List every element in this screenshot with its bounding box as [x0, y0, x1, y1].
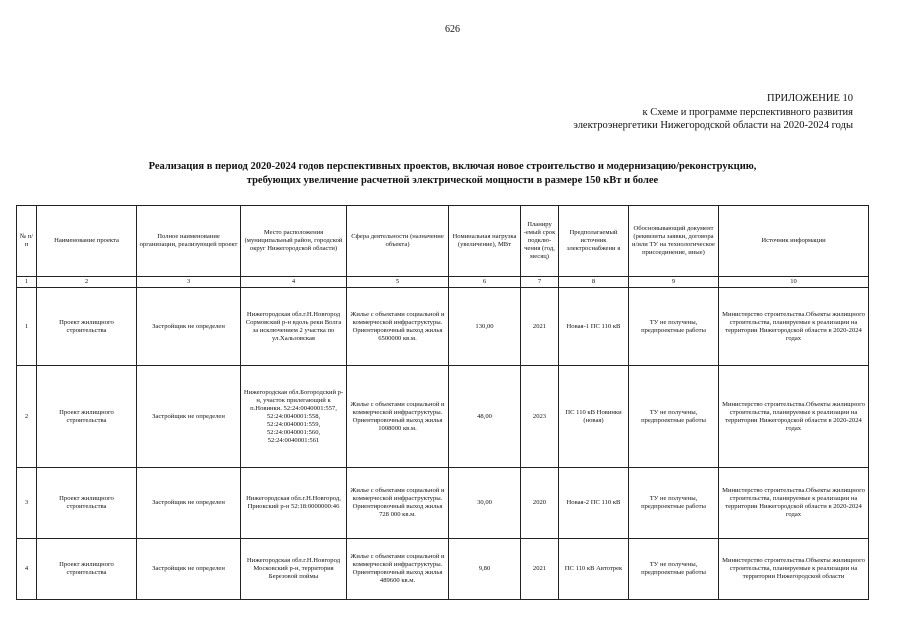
column-header: Планиру -емый срок подклю- чения (год, месяц) [521, 206, 559, 277]
column-header: Сфера деятельности (назначение объекта) [347, 206, 449, 277]
info-cell: Министерство строительства.Объекты жилищного строительства, планируемые к реализации на территории Нижегородской области в 2020-2024 годах [719, 366, 869, 468]
appendix-line: к Схеме и программе перспективного развития [642, 106, 853, 118]
row-number-cell: 3 [17, 468, 37, 539]
location-cell: Нижегородская обл.г.Н.Новгород Московский р-н, территория Березовой поймы [241, 539, 347, 600]
appendix-header [573, 92, 853, 133]
column-number: 4 [241, 277, 347, 288]
source-cell: ПС 110 кВ Автотрек [559, 539, 629, 600]
document-cell: ТУ не получены, предпроектные работы [629, 366, 719, 468]
column-number: 5 [347, 277, 449, 288]
organization-cell: Застройщик не определен [137, 539, 241, 600]
info-cell: Министерство строительства.Объекты жилищного строительства, планируемые к реализации на территории Нижегородской области [719, 539, 869, 600]
column-header: Полное наименование организации, реализующей проект [137, 206, 241, 277]
info-cell: Министерство строительства.Объекты жилищного строительства, планируемые к реализации на территории Нижегородской области в 2020-2024 годах [719, 468, 869, 539]
column-header: Место расположения (муниципальный район, городской округ Нижегородской области) [241, 206, 347, 277]
appendix-line: электроэнергетики Нижегородской области на 2020-2024 годы [573, 120, 853, 131]
location-cell: Нижегородская обл.г.Н.Новгород, Приокский р-н 52:18:0000000:46 [241, 468, 347, 539]
column-header: Предполагаемый источник электроснабжени я [559, 206, 629, 277]
row-number-cell: 2 [17, 366, 37, 468]
location-cell: Нижегородская обл.Богородский р-н, участок прилегающий к п.Новинки. 52:24:0040001:557, 52:24:0040001:558, 52:24:0040001:559, 52:24:0040001:560, 52:24:0040001:561 [241, 366, 347, 468]
project-cell: Проект жилищного строительства [37, 288, 137, 366]
purpose-cell: Жилье с объектами социальной и коммерческой инфраструктуры. Ориентировочный выход жилья 489600 кв.м. [347, 539, 449, 600]
organization-cell: Застройщик не определен [137, 468, 241, 539]
organization-cell: Застройщик не определен [137, 366, 241, 468]
column-number: 2 [37, 277, 137, 288]
purpose-cell: Жилье с объектами социальной и коммерческой инфраструктуры. Ориентировочный выход жилья 728 000 кв.м. [347, 468, 449, 539]
column-header: Источник информации [719, 206, 869, 277]
appendix-title: ПРИЛОЖЕНИЕ 10 [767, 93, 853, 104]
document-cell: ТУ не получены, предпроектные работы [629, 468, 719, 539]
project-cell: Проект жилищного строительства [37, 539, 137, 600]
table-row [17, 366, 869, 468]
column-number: 8 [559, 277, 629, 288]
column-number: 1 [17, 277, 37, 288]
column-number-row [17, 277, 869, 288]
source-cell: Новая-2 ПС 110 кВ [559, 468, 629, 539]
column-number: 6 [449, 277, 521, 288]
page-number: 626 [445, 24, 460, 35]
source-cell: ПС 110 кВ Новинки (новая) [559, 366, 629, 468]
column-header: Обосновывающий документ (реквизиты заявки, договора и/или ТУ на технологическое присоединение, иные) [629, 206, 719, 277]
year-cell: 2021 [521, 539, 559, 600]
organization-cell: Застройщик не определен [137, 288, 241, 366]
year-cell: 2023 [521, 366, 559, 468]
load-cell: 48,00 [449, 366, 521, 468]
load-cell: 130,00 [449, 288, 521, 366]
source-cell: Новая-1 ПС 110 кВ [559, 288, 629, 366]
project-cell: Проект жилищного строительства [37, 468, 137, 539]
document-title [0, 160, 905, 187]
column-header: Наименование проекта [37, 206, 137, 277]
info-cell: Министерство строительства.Объекты жилищного строительства, планируемые к реализации на территории Нижегородской области в 2020-2024 годах [719, 288, 869, 366]
column-header: № п/ п [17, 206, 37, 277]
row-number-cell: 4 [17, 539, 37, 600]
column-header: Номинальная нагрузка (увеличение), МВт [449, 206, 521, 277]
column-number: 9 [629, 277, 719, 288]
year-cell: 2020 [521, 468, 559, 539]
column-number: 7 [521, 277, 559, 288]
load-cell: 30,00 [449, 468, 521, 539]
purpose-cell: Жилье с объектами социальной и коммерческой инфраструктуры. Ориентировочный выход жилья 6500000 кв.м. [347, 288, 449, 366]
table-row [17, 288, 869, 366]
location-cell: Нижегородская обл.г.Н.Новгород Сормовский р-н вдоль реки Волга за исключением 2 участка по ул.Хальзовская [241, 288, 347, 366]
projects-table [16, 205, 869, 600]
table-row [17, 539, 869, 600]
column-number: 10 [719, 277, 869, 288]
project-cell: Проект жилищного строительства [37, 366, 137, 468]
column-number: 3 [137, 277, 241, 288]
load-cell: 9,80 [449, 539, 521, 600]
year-cell: 2021 [521, 288, 559, 366]
table-header-row [17, 206, 869, 277]
table-row [17, 468, 869, 539]
row-number-cell: 1 [17, 288, 37, 366]
purpose-cell: Жилье с объектами социальной и коммерческой инфраструктуры. Ориентировочный выход жилья 1008000 кв.м. [347, 366, 449, 468]
document-title-line: требующих увеличение расчетной электрической мощности в размере 150 кВт и более [246, 174, 659, 186]
document-cell: ТУ не получены, предпроектные работы [629, 288, 719, 366]
document-cell: ТУ не получены, предпроектные работы [629, 539, 719, 600]
document-title-line: Реализация в период 2020-2024 годов перспективных проектов, включая новое строительство и модернизацию/реконструкцию, [148, 161, 757, 172]
